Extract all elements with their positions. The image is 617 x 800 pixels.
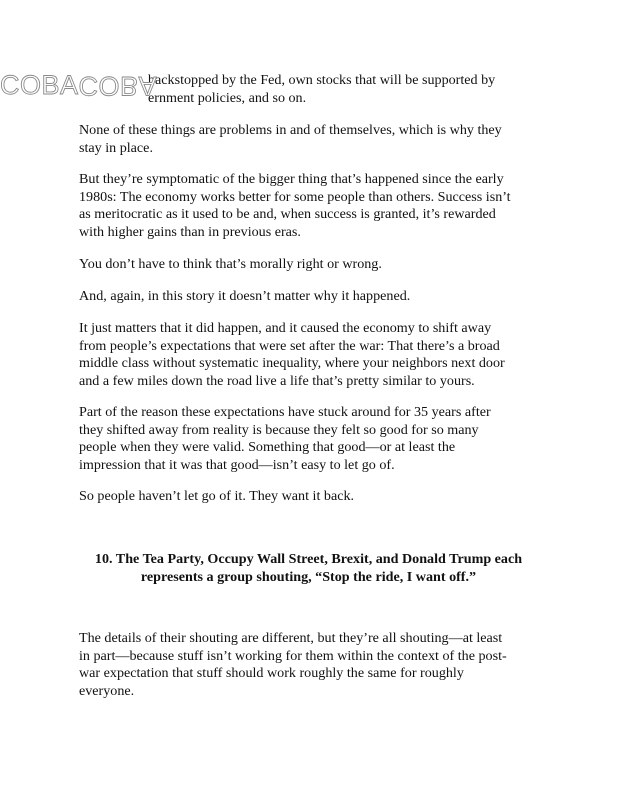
paragraph (79, 320, 539, 390)
paragraph-line: war expectation that stuff should work roughly the same for roughly (79, 665, 464, 682)
paragraph (79, 122, 539, 157)
paragraph-line: they shifted away from reality is because they felt so good for so many (79, 421, 479, 438)
paragraph (79, 288, 539, 306)
paragraph-line: everyone. (79, 682, 135, 699)
section-heading-line: 10. The Tea Party, Occupy Wall Street, Brexit, and Donald Trump each (94, 551, 523, 567)
paragraph-line: stay in place. (79, 139, 153, 156)
paragraph-line: And, again, in this story it doesn’t matter why it happened. (79, 288, 411, 304)
paragraph-line: But they’re symptomatic of the bigger thing that’s happened since the early (79, 171, 504, 187)
paragraph-line: and a few miles down the road live a life that’s pretty similar to yours. (79, 372, 475, 389)
paragraph-line: from people’s expectations that were set after the war: That there’s a broad (79, 337, 500, 354)
paragraph-line: So people haven’t let go of it. They want it back. (79, 488, 355, 504)
paragraph-line: as meritocratic as it used to be and, when success is granted, it’s rewarded (79, 206, 496, 223)
section-heading-line: represents a group shouting, “Stop the ride, I want off.” (140, 569, 477, 585)
paragraph (79, 171, 539, 241)
paragraph (79, 630, 539, 700)
paragraph-line: backstopped by the Fed, own stocks that will be supported by (148, 72, 496, 88)
watermark-text: COBA (0, 70, 79, 100)
paragraph-line: You don’t have to think that’s morally right or wrong. (79, 256, 382, 272)
paragraph (79, 404, 539, 474)
paragraph-line: 1980s: The economy works better for some people than others. Success isn’t (79, 188, 511, 205)
paragraph-line: It just matters that it did happen, and it caused the economy to shift away (79, 320, 492, 336)
paragraph-line: Part of the reason these expectations have stuck around for 35 years after (79, 404, 491, 420)
paragraph-line: ernment policies, and so on. (148, 89, 307, 106)
paragraph-line: in part—because stuff isn’t working for them within the context of the post- (79, 647, 507, 664)
paragraph-line: people when they were valid. Something that good—or at least the (79, 439, 456, 456)
paragraph (79, 256, 539, 274)
paragraph-line: with higher gains than in previous eras. (79, 223, 301, 240)
watermark-logo (0, 72, 157, 99)
paragraph-line: middle class without systematic inequality, where your neighbors next door (79, 355, 505, 372)
paragraph-line: impression that it was that good—isn’t easy to let go of. (79, 456, 395, 473)
paragraph (79, 488, 539, 506)
paragraph-line: The details of their shouting are different, but they’re all shouting—at least (79, 630, 503, 646)
watermark-mirrored-text: COBA (78, 71, 158, 101)
paragraph-line: None of these things are problems in and of themselves, which is why they (79, 122, 502, 138)
section-heading (60, 550, 557, 586)
